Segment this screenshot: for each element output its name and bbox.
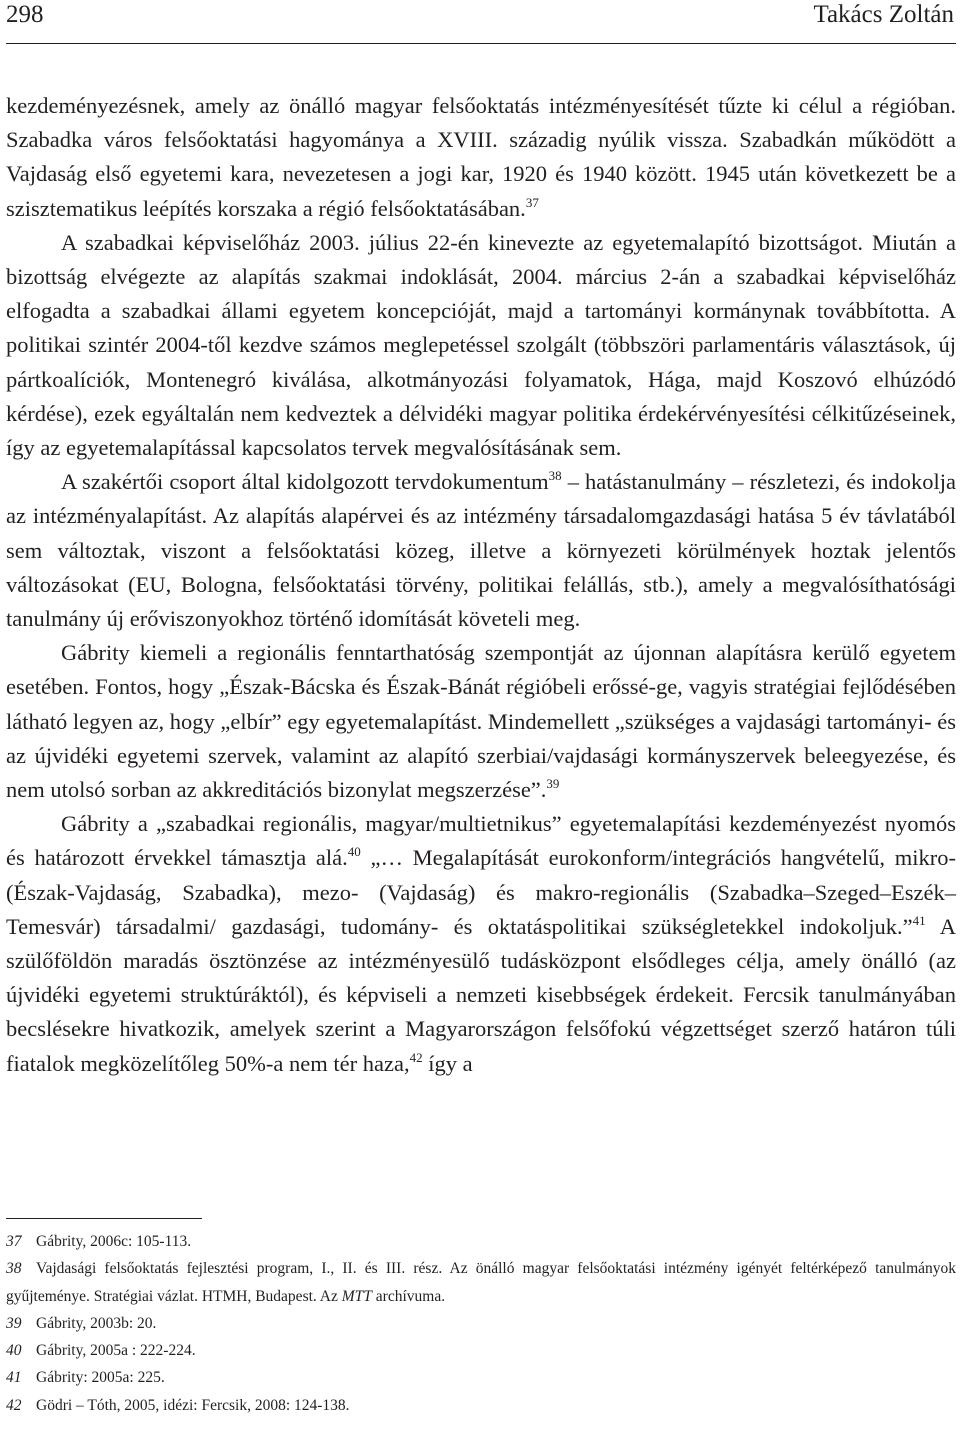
footnote bbox=[6, 1310, 956, 1337]
text-run: Gábrity: 2005a: 225. bbox=[36, 1369, 165, 1387]
footnote bbox=[6, 1392, 956, 1419]
paragraph bbox=[6, 807, 956, 1081]
text-run: Gábrity, 2005a : 222-224. bbox=[36, 1342, 196, 1360]
text-run: kezdeményezésnek, amely az önálló magyar felsőoktatás intézményesítését tűzte ki célul a régióban. Szabadka város felsőoktatási hagyománya a XVIII. századig nyúlik vissza. Szabadkán működött a Vajdaság első egyetemi kara, nevezetesen a jogi kar, 1920 és 1940 között. 1945 után következett be a szisztematikus leépítés korszaka a régió felsőoktatásában. bbox=[6, 93, 956, 221]
footnote-reference: 38 bbox=[548, 468, 562, 484]
footnote-reference: 39 bbox=[546, 776, 560, 792]
footnote-number: 41 bbox=[6, 1369, 22, 1387]
text-run: Gábrity, 2003b: 20. bbox=[36, 1314, 157, 1332]
italic-text: MTT bbox=[341, 1287, 372, 1305]
text-run: archívuma. bbox=[371, 1287, 446, 1305]
page-number: 298 bbox=[6, 1, 44, 28]
paragraph bbox=[6, 465, 956, 636]
text-run: „… Megalapítását eurokonform/integrációs hangvételű, mikro- (Észak-Vajdaság, Szabadka), mezo- (Vajdaság) és makro-regionális (Szabadka–Szeged–Eszék–Temesvár) társadalmi/ gazdasági, tudomány- és oktatáspolitikai szükségletekkel indokoljuk.” bbox=[6, 845, 956, 939]
footnote-number: 42 bbox=[6, 1396, 22, 1414]
paragraph bbox=[6, 89, 956, 226]
text-run: – hatástanulmány – részletezi, és indokolja az intézményalapítást. Az alapítás alapérvei és az intézmény társadalomgazdasági hatása 5 év távlatából sem változtak, viszont a felsőoktatási közeg, illetve a környezeti körülmények hoztak jelentős változásokat (EU, Bologna, felsőoktatási törvény, politikai felállás, stb.), amely a megvalósíthatósági tanulmány új erőviszonyokhoz történő idomítását követeli meg. bbox=[6, 469, 956, 632]
text-run: Vajdasági felsőoktatás fejlesztési program, I., II. és III. rész. Az önálló magyar felsőoktatási intézmény igényét feltérképező tanulmányok gyűjteménye. Stratégiai vázlat. HTMH, Budapest. Az bbox=[6, 1260, 956, 1305]
header-rule bbox=[6, 43, 956, 44]
footnote-number: 37 bbox=[6, 1233, 22, 1250]
text-run: A szakértői csoport által kidolgozott tervdokumentum bbox=[61, 469, 549, 495]
body-text bbox=[6, 89, 956, 1081]
footnote-reference: 37 bbox=[525, 194, 539, 210]
running-head-author: Takács Zoltán bbox=[813, 1, 954, 28]
paragraph bbox=[6, 226, 956, 465]
text-run: A szabadkai képviselőház 2003. július 22-én kinevezte az egyetemalapító bizottságot. Miután a bizottság elvégezte az alapítás szakmai indoklását, 2004. március 2-án a szabadkai képviselőház elfogadta a szabadkai állami egyetem koncepcióját, majd a tartományi kormánynak továbbította. A politikai szintér 2004-től kezdve számos meglepetéssel szolgált (többszöri parlamentáris választások, új pártkoalíciók, Montenegró kiválása, alkotmányozási folyamatok, Hága, majd Koszovó elhúzódó kérdése), ezek egyáltalán nem kedveztek a délvidéki magyar politika érdekérvényesítési célkitűzéseinek, így az egyetemalapítással kapcsolatos tervek megvalósításának sem. bbox=[6, 229, 956, 461]
footnote bbox=[6, 1364, 956, 1391]
text-run: így a bbox=[422, 1050, 473, 1076]
footnote-reference: 41 bbox=[912, 912, 926, 928]
footnote-number: 38 bbox=[6, 1260, 22, 1278]
text-run: Gábrity a „szabadkai regionális, magyar/multietnikus” egyetemalapítási kezdeményezést nyomós és határozott érvekkel támasztja alá. bbox=[6, 811, 956, 871]
footnote-reference: 40 bbox=[347, 844, 361, 860]
footnote bbox=[6, 1337, 956, 1364]
footnotes bbox=[6, 1228, 956, 1419]
footnote-number: 40 bbox=[6, 1342, 22, 1360]
text-run: Gábrity kiemeli a regionális fenntarthatóság szempontját az újonnan alapításra kerülő egyetem esetében. Fontos, hogy „Észak-Bácska és Észak-Bánát régióbeli erőssé-ge, vagyis stratégiai fejlődésében látható legyen az, hogy „elbír” egy egyetemalapítást. Mindemellett „szükséges a vajdasági tartományi- és az újvidéki egyetemi szervek, valamint az alapító szerbiai/vajdasági kormányszervek beleegyezése, és nem utolsó sorban az akkreditációs bizonylat megszerzése”. bbox=[6, 640, 956, 803]
running-head bbox=[0, 0, 960, 44]
text-run: Gábrity, 2006c: 105-113. bbox=[36, 1233, 192, 1250]
footnote bbox=[6, 1255, 956, 1310]
text-run: Gödri – Tóth, 2005, idézi: Fercsik, 2008: 124-138. bbox=[36, 1396, 350, 1414]
footnote bbox=[6, 1228, 956, 1255]
paragraph bbox=[6, 636, 956, 807]
text-run: A szülőföldön maradás ösztönzése az intézményesülő tudásközpont elsődleges célja, amely önálló (az újvidéki egyetemi struktúráktól), és képviseli a nemzeti kisebbségek érdekeit. Fercsik tanulmányában becslésekre hivatkozik, amelyek szerint a Magyarországon felsőfokú végzettséget szerző határon túli fiatalok megközelítőleg 50%-a nem tér haza, bbox=[6, 913, 956, 1076]
footnote-number: 39 bbox=[6, 1314, 22, 1332]
footnote-separator bbox=[6, 1218, 202, 1219]
footnote-reference: 42 bbox=[409, 1049, 423, 1065]
